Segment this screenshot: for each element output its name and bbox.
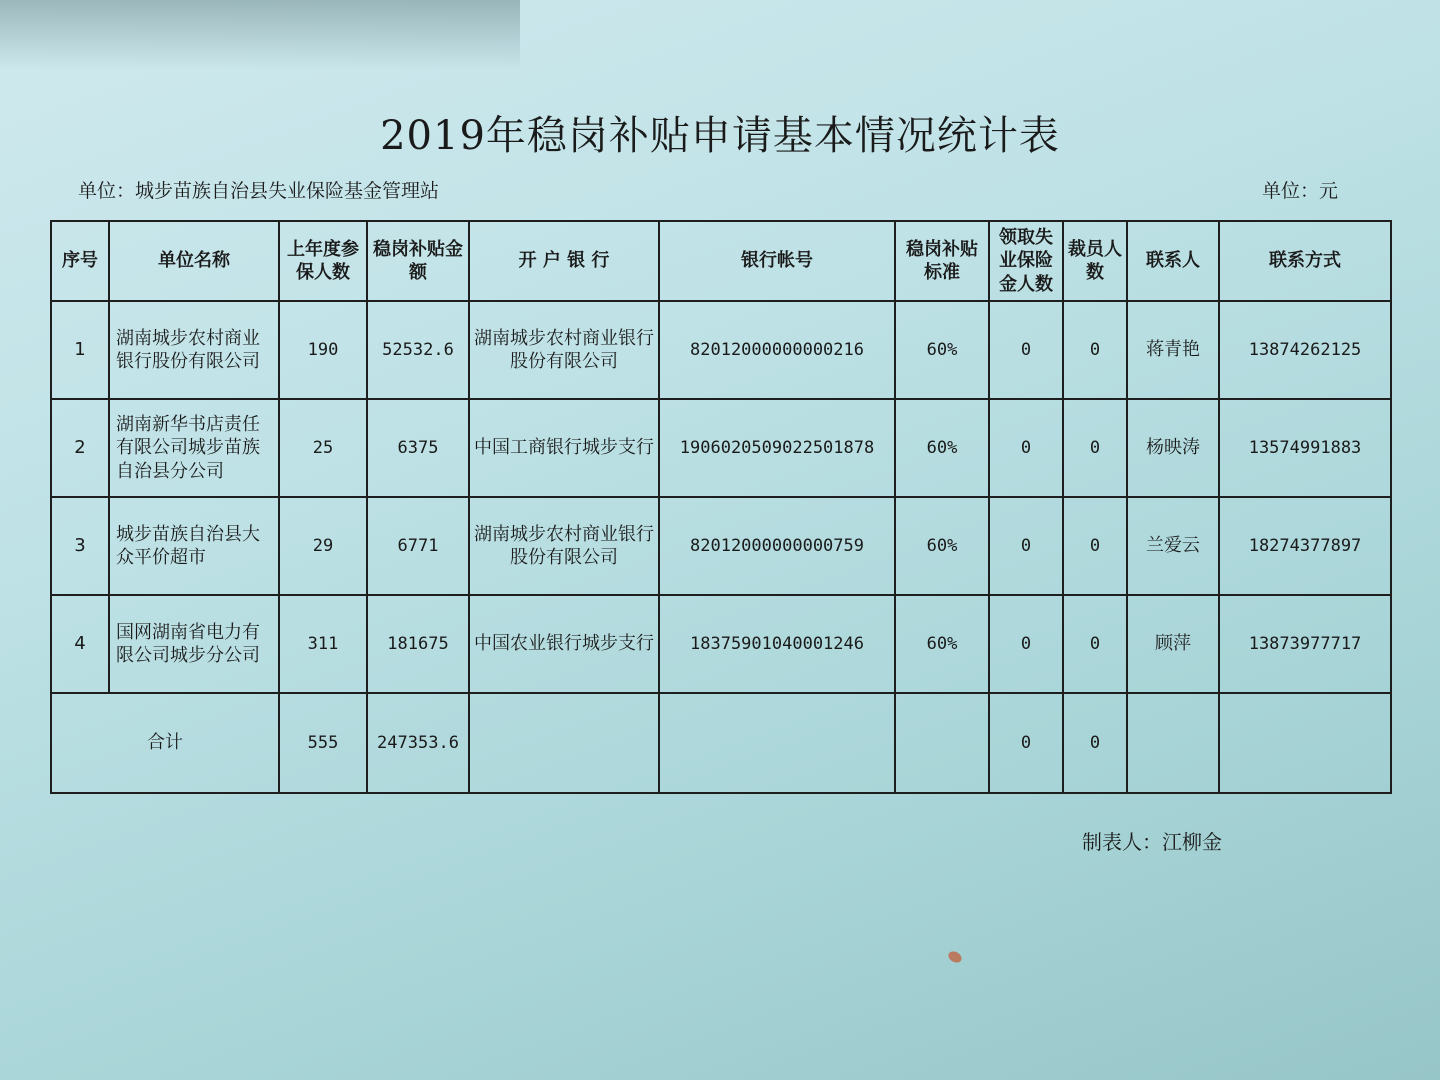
cell-seq: 2: [51, 399, 109, 497]
cell-account: 18375901040001246: [659, 595, 895, 693]
cell-unit-name: 湖南城步农村商业银行股份有限公司: [109, 301, 279, 399]
cell-layoffs: 0: [1063, 301, 1127, 399]
cell-unemployed: 0: [989, 595, 1063, 693]
header-account: 银行帐号: [659, 221, 895, 301]
total-account-empty: [659, 693, 895, 793]
cell-insured: 311: [279, 595, 367, 693]
cell-bank: 中国工商银行城步支行: [469, 399, 659, 497]
preparer-label: 制表人：江柳金: [1082, 830, 1222, 854]
cell-layoffs: 0: [1063, 399, 1127, 497]
ink-mark: [946, 949, 963, 965]
cell-account: 82012000000000759: [659, 497, 895, 595]
cell-amount: 6771: [367, 497, 469, 595]
table-row: [51, 399, 1391, 497]
cell-phone: 13873977717: [1219, 595, 1391, 693]
cell-amount: 52532.6: [367, 301, 469, 399]
cell-insured: 190: [279, 301, 367, 399]
total-insured: 555: [279, 693, 367, 793]
total-contact-empty: [1127, 693, 1219, 793]
cell-phone: 18274377897: [1219, 497, 1391, 595]
subsidy-table: [50, 220, 1392, 794]
header-layoffs: 裁员人数: [1063, 221, 1127, 301]
header-unemployed-count: 领取失业保险金人数: [989, 221, 1063, 301]
cell-layoffs: 0: [1063, 497, 1127, 595]
cell-phone: 13874262125: [1219, 301, 1391, 399]
header-unit-name: 单位名称: [109, 221, 279, 301]
cell-insured: 29: [279, 497, 367, 595]
cell-unit-name: 城步苗族自治县大众平价超市: [109, 497, 279, 595]
cell-phone: 13574991883: [1219, 399, 1391, 497]
header-seq: 序号: [51, 221, 109, 301]
total-row: [51, 693, 1391, 793]
cell-bank: 中国农业银行城步支行: [469, 595, 659, 693]
cell-unemployed: 0: [989, 399, 1063, 497]
header-subsidy-amount: 稳岗补贴金额: [367, 221, 469, 301]
total-rate-empty: [895, 693, 989, 793]
total-amount: 247353.6: [367, 693, 469, 793]
total-bank-empty: [469, 693, 659, 793]
header-insured-count: 上年度参保人数: [279, 221, 367, 301]
cell-seq: 4: [51, 595, 109, 693]
cell-account: 1906020509022501878: [659, 399, 895, 497]
table-row: [51, 595, 1391, 693]
cell-seq: 3: [51, 497, 109, 595]
table-row: [51, 301, 1391, 399]
cell-amount: 181675: [367, 595, 469, 693]
total-layoffs: 0: [1063, 693, 1127, 793]
cell-contact: 顾萍: [1127, 595, 1219, 693]
cell-insured: 25: [279, 399, 367, 497]
cell-account: 82012000000000216: [659, 301, 895, 399]
table-header-row: [51, 221, 1391, 301]
document-title: 2019年稳岗补贴申请基本情况统计表: [380, 113, 1060, 159]
cell-rate: 60%: [895, 595, 989, 693]
cell-amount: 6375: [367, 399, 469, 497]
total-phone-empty: [1219, 693, 1391, 793]
unit-right-label: 单位：元: [1262, 180, 1339, 202]
cell-rate: 60%: [895, 399, 989, 497]
header-rate: 稳岗补贴标准: [895, 221, 989, 301]
total-label: 合计: [51, 693, 279, 793]
cell-layoffs: 0: [1063, 595, 1127, 693]
total-unemployed: 0: [989, 693, 1063, 793]
cell-seq: 1: [51, 301, 109, 399]
cell-bank: 湖南城步农村商业银行股份有限公司: [469, 301, 659, 399]
header-contact: 联系人: [1127, 221, 1219, 301]
unit-left-label: 单位：城步苗族自治县失业保险基金管理站: [78, 180, 440, 202]
header-bank: 开 户 银 行: [469, 221, 659, 301]
cell-rate: 60%: [895, 301, 989, 399]
cell-rate: 60%: [895, 497, 989, 595]
header-phone: 联系方式: [1219, 221, 1391, 301]
cell-contact: 兰爱云: [1127, 497, 1219, 595]
cell-unemployed: 0: [989, 497, 1063, 595]
table-row: [51, 497, 1391, 595]
cell-bank: 湖南城步农村商业银行股份有限公司: [469, 497, 659, 595]
cell-unit-name: 国网湖南省电力有限公司城步分公司: [109, 595, 279, 693]
cell-unit-name: 湖南新华书店责任有限公司城步苗族自治县分公司: [109, 399, 279, 497]
cell-unemployed: 0: [989, 301, 1063, 399]
cell-contact: 蒋青艳: [1127, 301, 1219, 399]
photo-shadow: [0, 0, 520, 70]
cell-contact: 杨映涛: [1127, 399, 1219, 497]
